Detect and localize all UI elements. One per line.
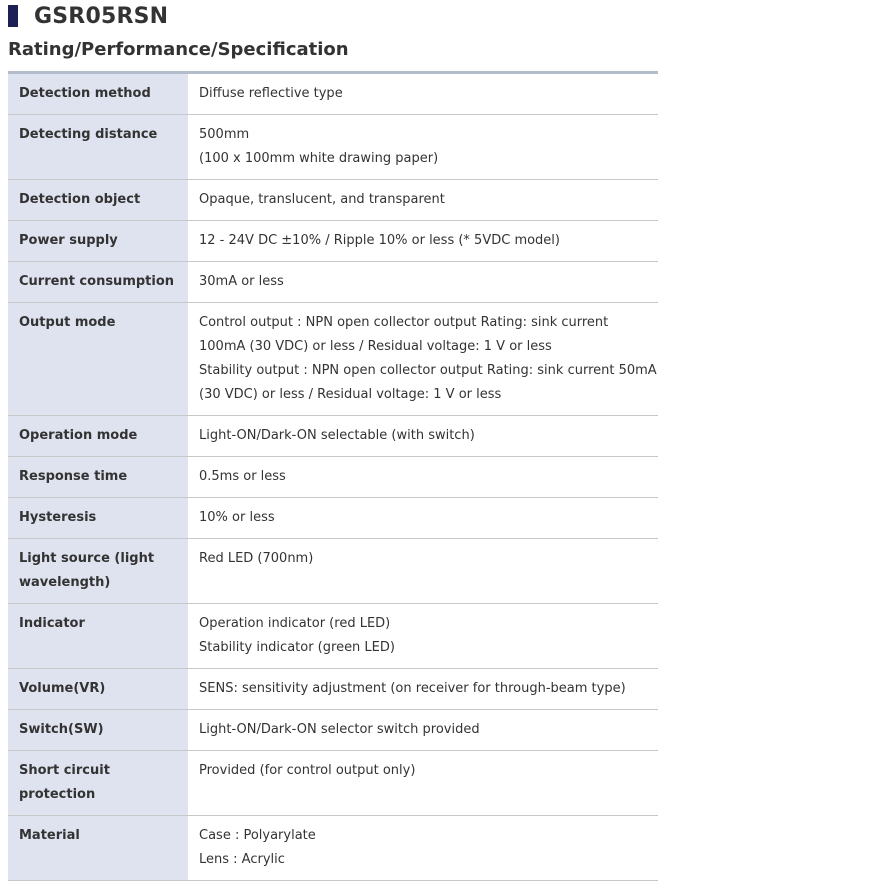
spec-value	[188, 115, 658, 180]
spec-value-line: Light-ON/Dark-ON selector switch provided	[199, 722, 480, 737]
spec-label: Current consumption	[8, 262, 188, 303]
spec-value-line: (30 VDC) or less / Residual voltage: 1 V or less	[199, 387, 502, 402]
spec-value-line: Stability indicator (green LED)	[199, 640, 395, 655]
spec-value	[188, 74, 658, 115]
product-header	[8, 3, 168, 29]
spec-value-line: Diffuse reflective type	[199, 86, 343, 101]
spec-value	[188, 669, 658, 710]
spec-value-line: Light-ON/Dark-ON selectable (with switch)	[199, 428, 475, 443]
spec-value	[188, 816, 658, 881]
spec-label: Detecting distance	[8, 115, 188, 180]
spec-label: Detection object	[8, 180, 188, 221]
spec-value-line: 100mA (30 VDC) or less / Residual voltage: 1 V or less	[199, 339, 552, 354]
spec-label: Volume(VR)	[8, 669, 188, 710]
spec-value	[188, 262, 658, 303]
product-title: GSR05RSN	[34, 3, 169, 29]
table-row	[8, 416, 658, 457]
spec-value-line: Red LED (700nm)	[199, 551, 314, 566]
table-row	[8, 221, 658, 262]
spec-value	[188, 416, 658, 457]
spec-label: Output mode	[8, 303, 188, 416]
spec-label: Short circuit protection	[8, 751, 188, 816]
spec-value-line: Provided (for control output only)	[199, 763, 416, 778]
specification-table-body	[8, 74, 658, 881]
spec-value-line: Stability output : NPN open collector output Rating: sink current 50mA	[199, 363, 657, 378]
table-row	[8, 539, 658, 604]
spec-value-line: Opaque, translucent, and transparent	[199, 192, 445, 207]
spec-value-line: Lens : Acrylic	[199, 852, 285, 867]
spec-value-line: 12 - 24V DC ±10% / Ripple 10% or less (* 5VDC model)	[199, 233, 560, 248]
table-row	[8, 74, 658, 115]
spec-value	[188, 180, 658, 221]
spec-value	[188, 221, 658, 262]
spec-label: Detection method	[8, 74, 188, 115]
table-row	[8, 710, 658, 751]
table-row	[8, 816, 658, 881]
section-heading: Rating/Performance/Specification	[8, 39, 349, 60]
spec-value-line: SENS: sensitivity adjustment (on receiver for through-beam type)	[199, 681, 626, 696]
table-row	[8, 498, 658, 539]
spec-value-line: 500mm	[199, 127, 250, 142]
specification-table	[8, 74, 658, 881]
spec-label: Indicator	[8, 604, 188, 669]
spec-value	[188, 751, 658, 816]
spec-value	[188, 498, 658, 539]
spec-value	[188, 303, 658, 416]
spec-value-line: 0.5ms or less	[199, 469, 286, 484]
spec-value-line: (100 x 100mm white drawing paper)	[199, 151, 439, 166]
spec-label: Light source (light wavelength)	[8, 539, 188, 604]
spec-value	[188, 457, 658, 498]
table-row	[8, 751, 658, 816]
spec-value	[188, 539, 658, 604]
spec-value	[188, 710, 658, 751]
table-row	[8, 669, 658, 710]
spec-value-line: Operation indicator (red LED)	[199, 616, 391, 631]
spec-value-line: 30mA or less	[199, 274, 284, 289]
spec-label: Response time	[8, 457, 188, 498]
spec-label: Power supply	[8, 221, 188, 262]
table-row	[8, 180, 658, 221]
table-row	[8, 303, 658, 416]
title-accent-bar	[8, 5, 18, 27]
table-row	[8, 457, 658, 498]
spec-value-line: Case : Polyarylate	[199, 828, 316, 843]
spec-label: Material	[8, 816, 188, 881]
spec-value-line: Control output : NPN open collector output Rating: sink current	[199, 315, 609, 330]
spec-label: Switch(SW)	[8, 710, 188, 751]
table-row	[8, 604, 658, 669]
table-row	[8, 115, 658, 180]
spec-label: Hysteresis	[8, 498, 188, 539]
spec-value	[188, 604, 658, 669]
spec-value-line: 10% or less	[199, 510, 275, 525]
spec-label: Operation mode	[8, 416, 188, 457]
table-row	[8, 262, 658, 303]
